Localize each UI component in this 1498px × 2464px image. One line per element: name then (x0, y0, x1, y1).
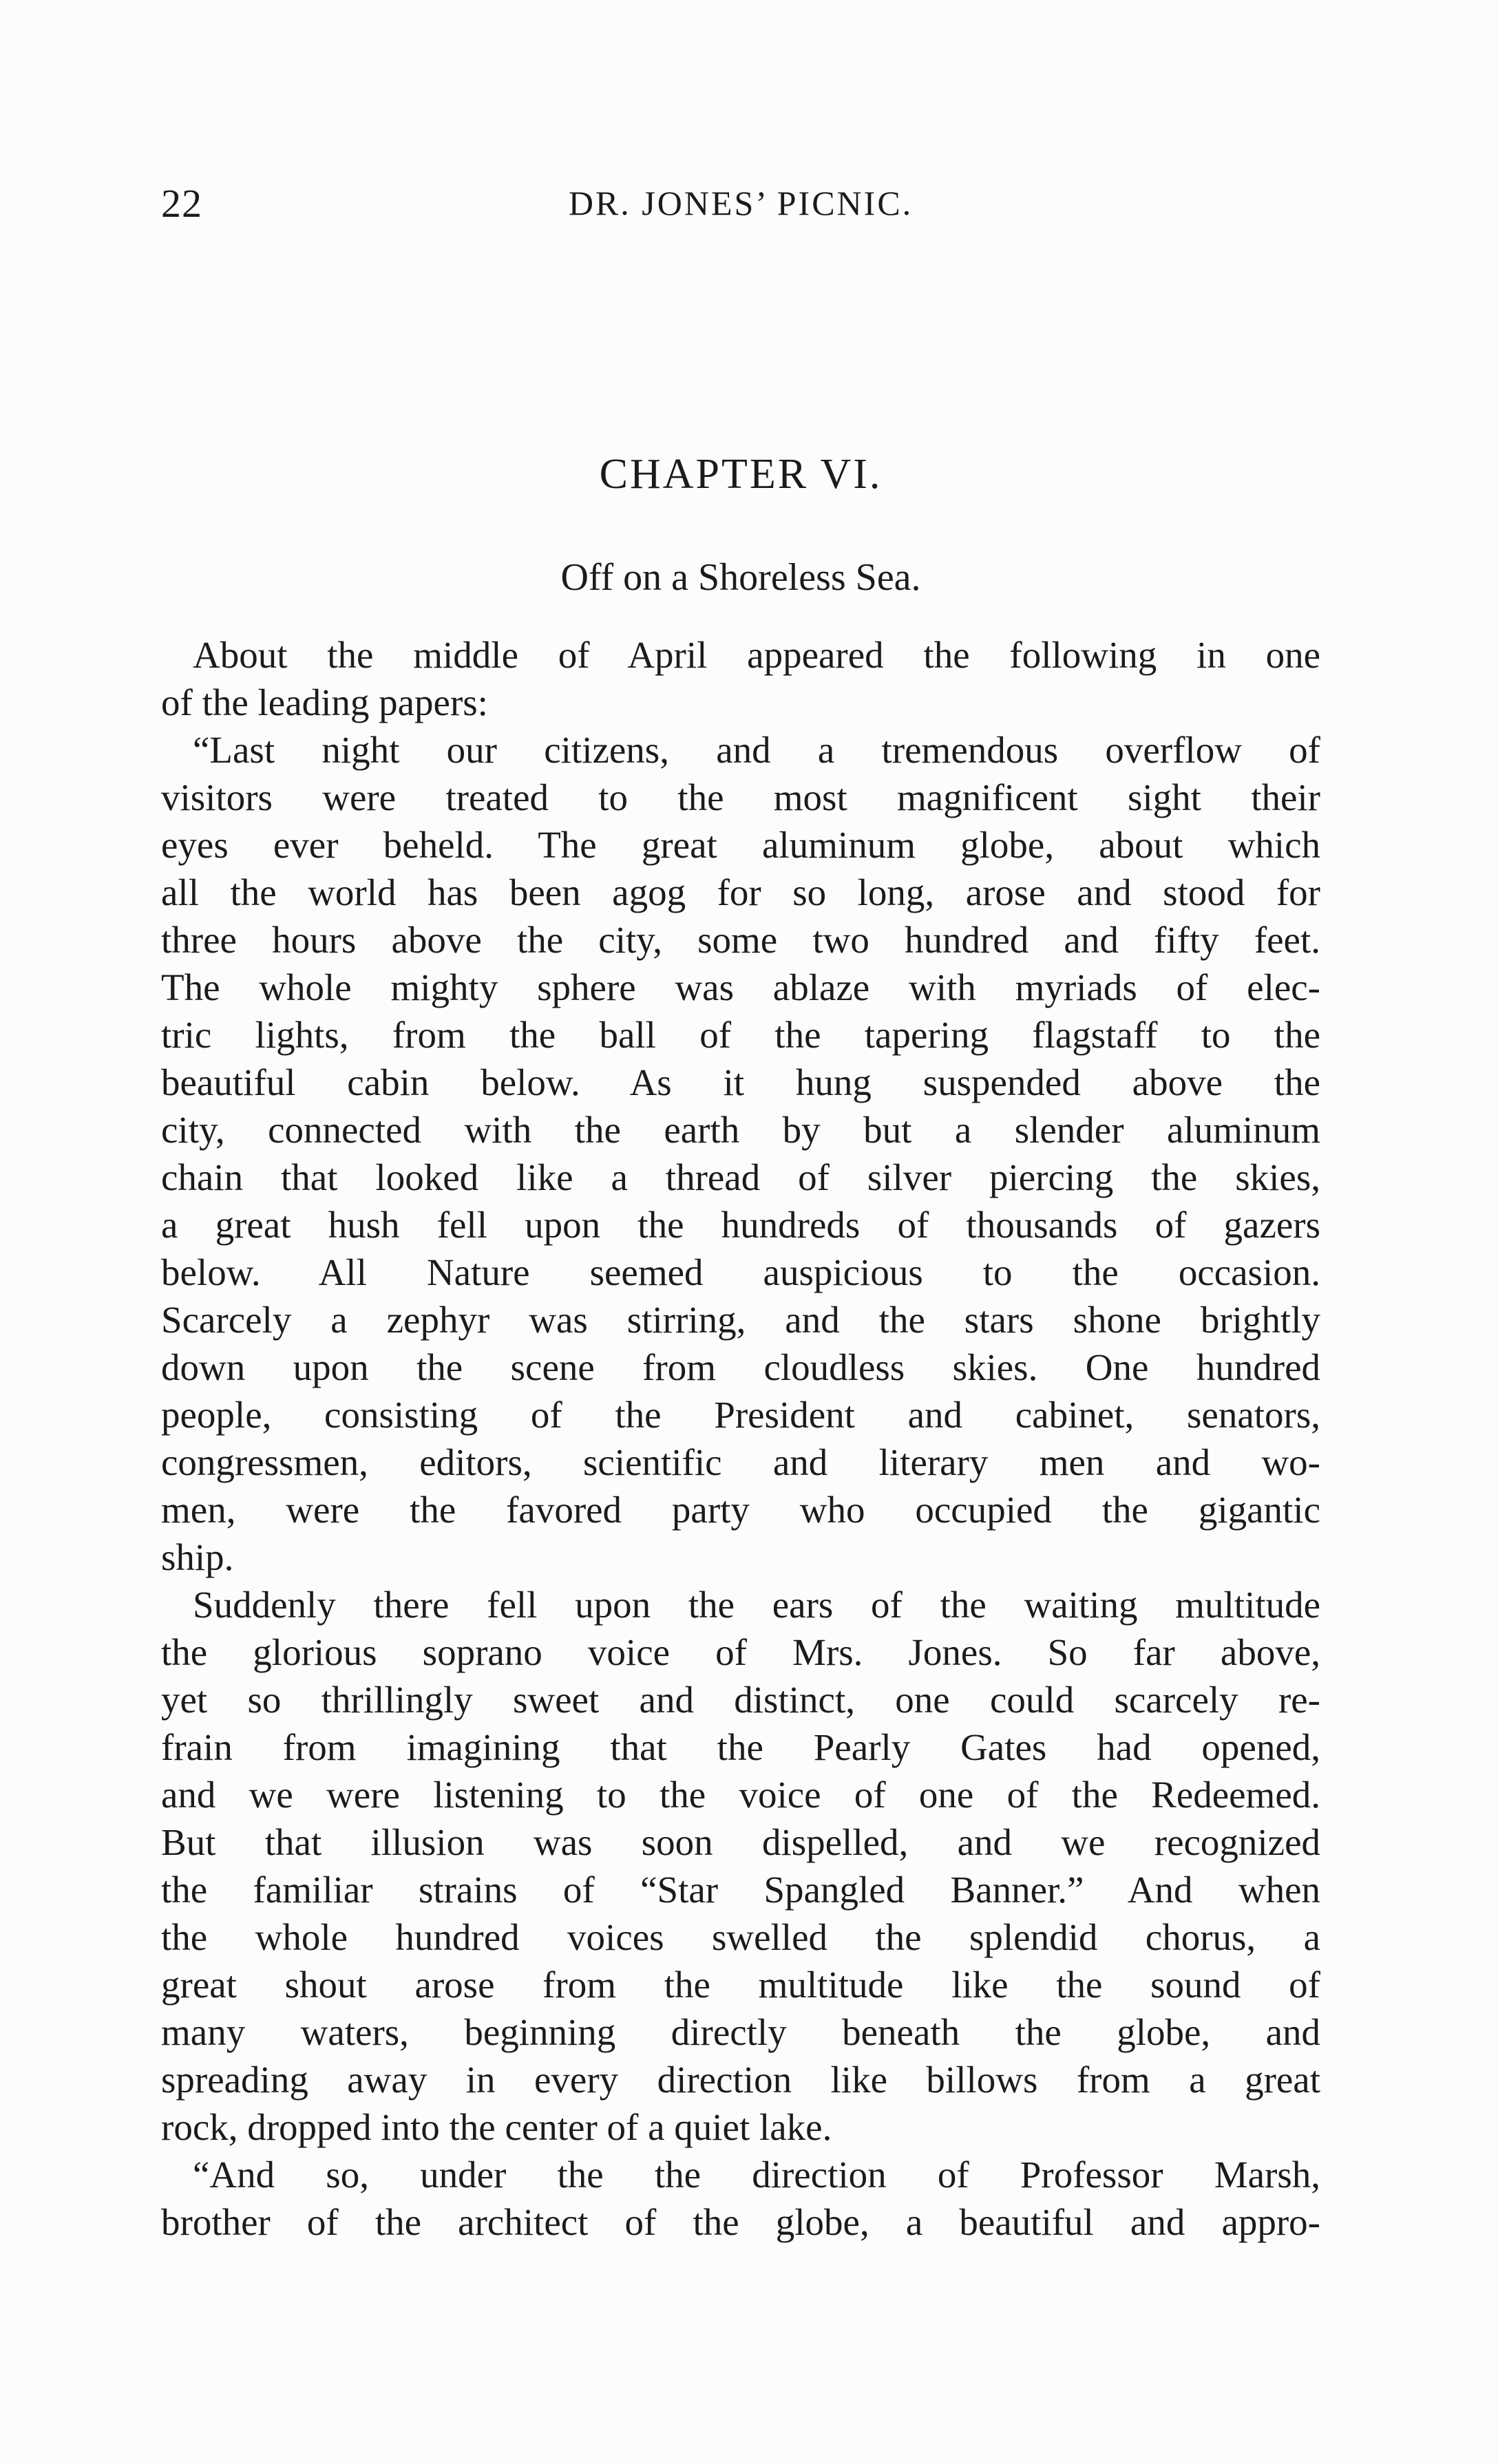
chapter-subtitle: Off on a Shoreless Sea. (560, 556, 921, 599)
text-line: all the world has been agog for so long, arose and stood for (161, 871, 1320, 913)
text-line: “Last night our citizens, and a tremendous overflow of (193, 729, 1320, 771)
paragraph (161, 631, 1320, 726)
text-line: a great hush fell upon the hundreds of thousands of gazers (161, 1204, 1320, 1246)
text-line: beautiful cabin below. As it hung suspended above the (161, 1061, 1320, 1103)
text-line: great shout arose from the multitude like the sound of (161, 1964, 1320, 2006)
text-line: the glorious soprano voice of Mrs. Jones. So far above, (161, 1631, 1320, 1673)
text-line: ship. (161, 1536, 234, 1578)
page-number: 22 (161, 181, 202, 226)
text-line: of the leading papers: (161, 681, 488, 723)
paragraph (161, 2151, 1320, 2246)
text-line: congressmen, editors, scientific and literary men and wo- (161, 1441, 1320, 1483)
text-line: and we were listening to the voice of one of the Redeemed. (161, 1774, 1320, 1816)
text-line: eyes ever beheld. The great aluminum globe, about which (161, 824, 1320, 866)
text-line: people, consisting of the President and cabinet, senators, (161, 1394, 1320, 1436)
running-title: DR. JONES’ PICNIC. (568, 184, 914, 222)
text-line: chain that looked like a thread of silver piercing the skies, (161, 1156, 1320, 1198)
body-text (161, 631, 1320, 2246)
text-line: down upon the scene from cloudless skies. One hundred (161, 1346, 1320, 1388)
text-line: “And so, under the the direction of Professor Marsh, (193, 2154, 1320, 2196)
text-line: below. All Nature seemed auspicious to the occasion. (161, 1251, 1320, 1293)
page-header (161, 180, 1320, 229)
text-line: yet so thrillingly sweet and distinct, one could scarcely re- (161, 1679, 1320, 1721)
text-line: frain from imagining that the Pearly Gates had opened, (161, 1726, 1320, 1768)
text-line: spreading away in every direction like billows from a great (161, 2059, 1320, 2101)
text-line: tric lights, from the ball of the tapering flagstaff to the (161, 1014, 1320, 1056)
text-line: About the middle of April appeared the following in one (193, 634, 1320, 676)
text-line: city, connected with the earth by but a slender aluminum (161, 1109, 1320, 1151)
paragraph (161, 1581, 1320, 2151)
text-line: brother of the architect of the globe, a beautiful and appro- (161, 2201, 1320, 2243)
text-line: the whole hundred voices swelled the splendid chorus, a (161, 1916, 1320, 1958)
text-line: men, were the favored party who occupied the gigantic (161, 1489, 1320, 1531)
chapter-heading: CHAPTER VI. (599, 451, 883, 498)
text-line: three hours above the city, some two hundred and fifty feet. (161, 919, 1320, 961)
text-line: Suddenly there fell upon the ears of the waiting multitude (193, 1584, 1320, 1626)
text-line: The whole mighty sphere was ablaze with myriads of elec- (161, 966, 1320, 1008)
text-line: many waters, beginning directly beneath the globe, and (161, 2011, 1320, 2053)
text-line: visitors were treated to the most magnificent sight their (161, 776, 1320, 818)
text-line: rock, dropped into the center of a quiet lake. (161, 2106, 832, 2148)
text-line: Scarcely a zephyr was stirring, and the stars shone brightly (161, 1299, 1320, 1341)
text-line: the familiar strains of “Star Spangled Banner.” And when (161, 1869, 1320, 1911)
paragraph (161, 726, 1320, 1581)
text-line: But that illusion was soon dispelled, and we recognized (161, 1821, 1320, 1863)
